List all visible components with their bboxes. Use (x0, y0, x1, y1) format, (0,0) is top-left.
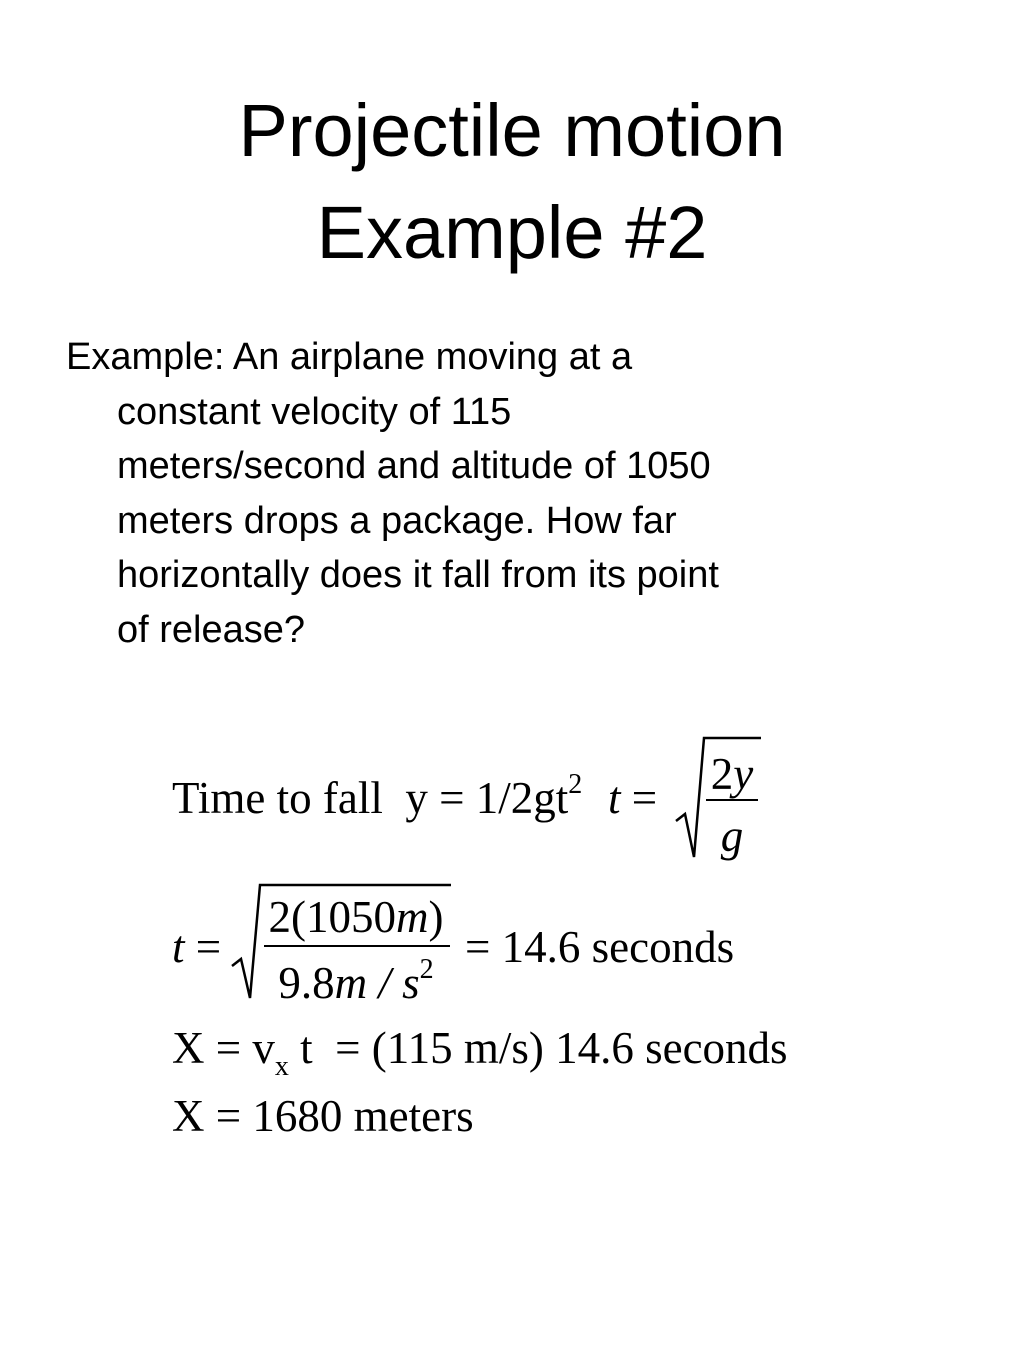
eq1-equals-sign: = (631, 773, 658, 823)
title-line-1: Projectile motion (238, 89, 786, 172)
eq3-rhs: = (115 m/s) 14.6 seconds (335, 1023, 788, 1073)
eq1-formula-exponent: 2 (568, 769, 583, 800)
eq1-t-variable: t (608, 773, 621, 823)
eq3-lhs: X = v (172, 1023, 275, 1073)
eq1-radical-sign (676, 738, 761, 857)
eq1-formula-lhs: y (405, 773, 428, 823)
problem-line: of release? (117, 608, 306, 651)
eq1-numerator-coef: 2 (710, 749, 734, 799)
problem-line: meters drops a package. How far (117, 499, 677, 542)
problem-line: constant velocity of 115 (117, 390, 512, 433)
eq3-subscript: x (274, 1051, 289, 1082)
problem-line: Example: An airplane moving at a (66, 336, 633, 378)
eq1-label: Time to fall (172, 773, 383, 823)
eq2-radical-sign (232, 885, 451, 998)
eq2-numerator-prefix: 2(1050 (268, 892, 396, 942)
eq2-equals-sign: = (195, 922, 222, 972)
eq2-numerator-suffix: ) (428, 892, 444, 942)
eq2-denominator-slash: / (367, 958, 403, 1008)
eq2-denominator-exponent: 2 (419, 954, 434, 985)
eq2-denominator-value: 9.8 (278, 958, 335, 1008)
eq1-denominator-var: g (720, 811, 744, 861)
eq2-denominator-unit-s: s (402, 958, 420, 1008)
eq1-formula-rhs: = 1/2gt (439, 773, 569, 823)
eq1-numerator-var: y (733, 749, 754, 799)
eq3-after-sub: t (288, 1023, 313, 1073)
eq2-numerator-unit: m (396, 892, 429, 942)
eq2-t-variable: t (172, 922, 185, 972)
eq2-denominator-unit-m: m (334, 958, 368, 1008)
title-line-2: Example #2 (316, 191, 708, 274)
eq2-result-text: = 14.6 seconds (465, 922, 735, 972)
eq4-text: X = 1680 meters (172, 1091, 474, 1141)
problem-line: horizontally does it fall from its point (117, 554, 719, 596)
problem-line: meters/second and altitude of 1050 (117, 445, 711, 487)
